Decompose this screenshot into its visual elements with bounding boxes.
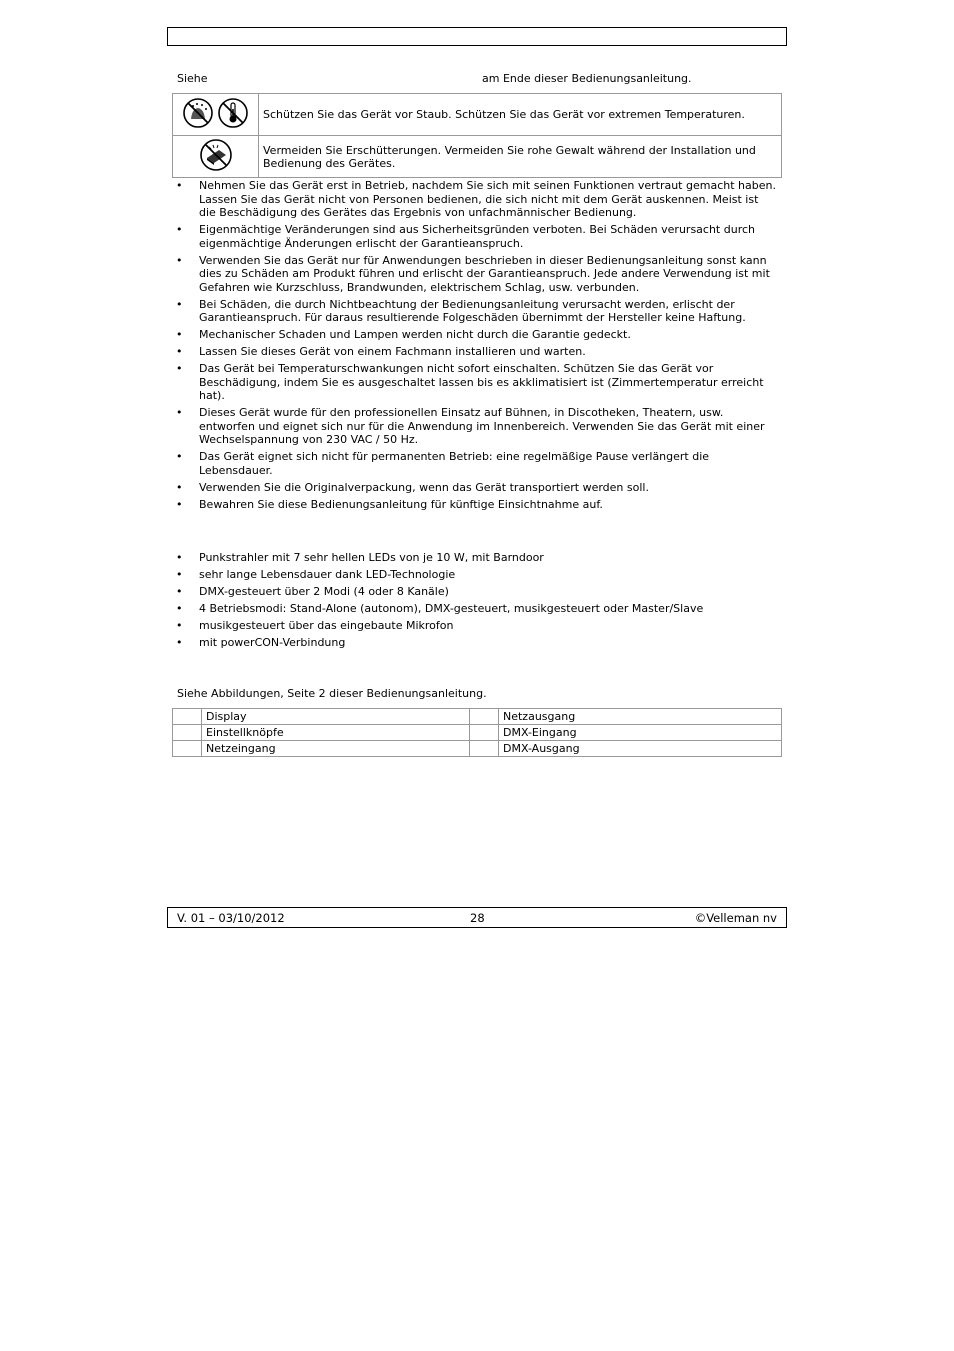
table-cell — [470, 741, 499, 757]
table-cell — [470, 725, 499, 741]
safety-icon-cell — [173, 136, 259, 178]
list-item: • mit powerCON-Verbindung — [176, 636, 346, 649]
no-temperature-icon — [217, 97, 249, 132]
safety-table — [172, 93, 782, 178]
safety-text: Schützen Sie das Gerät vor Staub. Schützen Sie das Gerät vor extremen Temperaturen. — [259, 94, 782, 136]
table-cell: DMX-Eingang — [499, 725, 782, 741]
table-row — [173, 741, 782, 757]
table-cell: Display — [202, 709, 470, 725]
table-row — [173, 709, 782, 725]
list-item: • Bei Schäden, die durch Nichtbeachtung der Bedienungsanleitung verursacht werden, erlischt der Garantieanspruch. Für daraus resultierende Folgeschäden übernimmt der Hersteller keine Haftung. — [176, 297, 746, 324]
list-item: • 4 Betriebsmodi: Stand-Alone (autonom), DMX-gesteuert, musikgesteuert oder Master/Slave — [176, 602, 704, 615]
parts-table — [172, 708, 782, 757]
page-header-box — [167, 27, 787, 46]
table-cell — [173, 725, 202, 741]
list-item: • Das Gerät bei Temperaturschwankungen nicht sofort einschalten. Schützen Sie das Gerät vor Beschädigung, indem Sie es ausgeschaltet lassen bis es akklimatisiert ist (Zimmertemperatur erreicht hat). — [176, 362, 764, 402]
page-footer — [167, 907, 787, 928]
table-cell — [173, 741, 202, 757]
list-item: • Lassen Sie dieses Gerät von einem Fachmann installieren und warten. — [176, 345, 586, 358]
table-cell — [173, 709, 202, 725]
safety-text: Vermeiden Sie Erschütterungen. Vermeiden Sie rohe Gewalt während der Installation und Bedienung des Gerätes. — [259, 136, 782, 178]
list-item: • Mechanischer Schaden und Lampen werden nicht durch die Garantie gedeckt. — [176, 328, 631, 341]
table-cell: Einstellknöpfe — [202, 725, 470, 741]
no-shock-icon — [199, 138, 233, 175]
list-item: • Bewahren Sie diese Bedienungsanleitung für künftige Einsichtnahme auf. — [176, 497, 603, 511]
list-item: • Verwenden Sie das Gerät nur für Anwendungen beschrieben in dieser Bedienungsanleitung sonst kann dies zu Schäden am Produkt führen und erlischt der Garantieanspruch. Jede andere Verwendung ist mit Gefahren wie Kurzschluss, Brandwunden, elektrischem Schlag, usw. verbunden. — [176, 253, 770, 294]
table-cell — [470, 709, 499, 725]
safety-row — [173, 136, 782, 178]
list-item: • Verwenden Sie die Originalverpackung, wenn das Gerät transportiert werden soll. — [176, 480, 649, 494]
list-item: • Dieses Gerät wurde für den professionellen Einsatz auf Bühnen, in Discotheken, Theatern, usw. entworfen und eignet sich nur für die Anwendung im Innenbereich. Verwenden Sie das Gerät mit einer Wechselspannung von 230 VAC / 50 Hz. — [176, 406, 765, 446]
table-cell: DMX-Ausgang — [499, 741, 782, 757]
list-item: • Das Gerät eignet sich nicht für permanenten Betrieb: eine regelmäßige Pause verlängert die Lebensdauer. — [176, 450, 710, 477]
footer-copyright: ©Velleman nv — [694, 911, 777, 925]
list-item: • Eigenmächtige Veränderungen sind aus Sicherheitsgründen verboten. Bei Schäden verursacht durch eigenmächtige Änderungen erlischt der Garantieanspruch. — [176, 223, 755, 250]
safety-row — [173, 94, 782, 136]
safety-icon-cell — [173, 94, 259, 136]
intro-end-text: am Ende dieser Bedienungsanleitung. — [482, 72, 692, 85]
features-list — [172, 551, 777, 653]
list-item: • sehr lange Lebensdauer dank LED-Technologie — [176, 568, 456, 581]
list-item: • DMX-gesteuert über 2 Modi (4 oder 8 Kanäle) — [176, 585, 449, 598]
list-item: • Nehmen Sie das Gerät erst in Betrieb, nachdem Sie sich mit seinen Funktionen vertraut gemacht haben. Lassen Sie das Gerät nicht von Personen bedienen, die sich nicht mit dem Gerät auskennen. Meist ist die Beschädigung des Gerätes das Ergebnis von unfachmännischer Bedienung. — [176, 179, 776, 219]
table-cell: Netzeingang — [202, 741, 470, 757]
list-item: • musikgesteuert über das eingebaute Mikrofon — [176, 619, 454, 632]
intro-siehe: Siehe — [177, 72, 208, 85]
list-item: • Punkstrahler mit 7 sehr hellen LEDs von je 10 W, mit Barndoor — [176, 551, 544, 564]
overview-text: Siehe Abbildungen, Seite 2 dieser Bedienungsanleitung. — [177, 687, 487, 700]
footer-page-number: 28 — [470, 911, 485, 925]
footer-version: V. 01 – 03/10/2012 — [177, 911, 285, 925]
no-dust-icon — [182, 97, 214, 132]
guidelines-list — [172, 179, 777, 515]
table-cell: Netzausgang — [499, 709, 782, 725]
table-row — [173, 725, 782, 741]
